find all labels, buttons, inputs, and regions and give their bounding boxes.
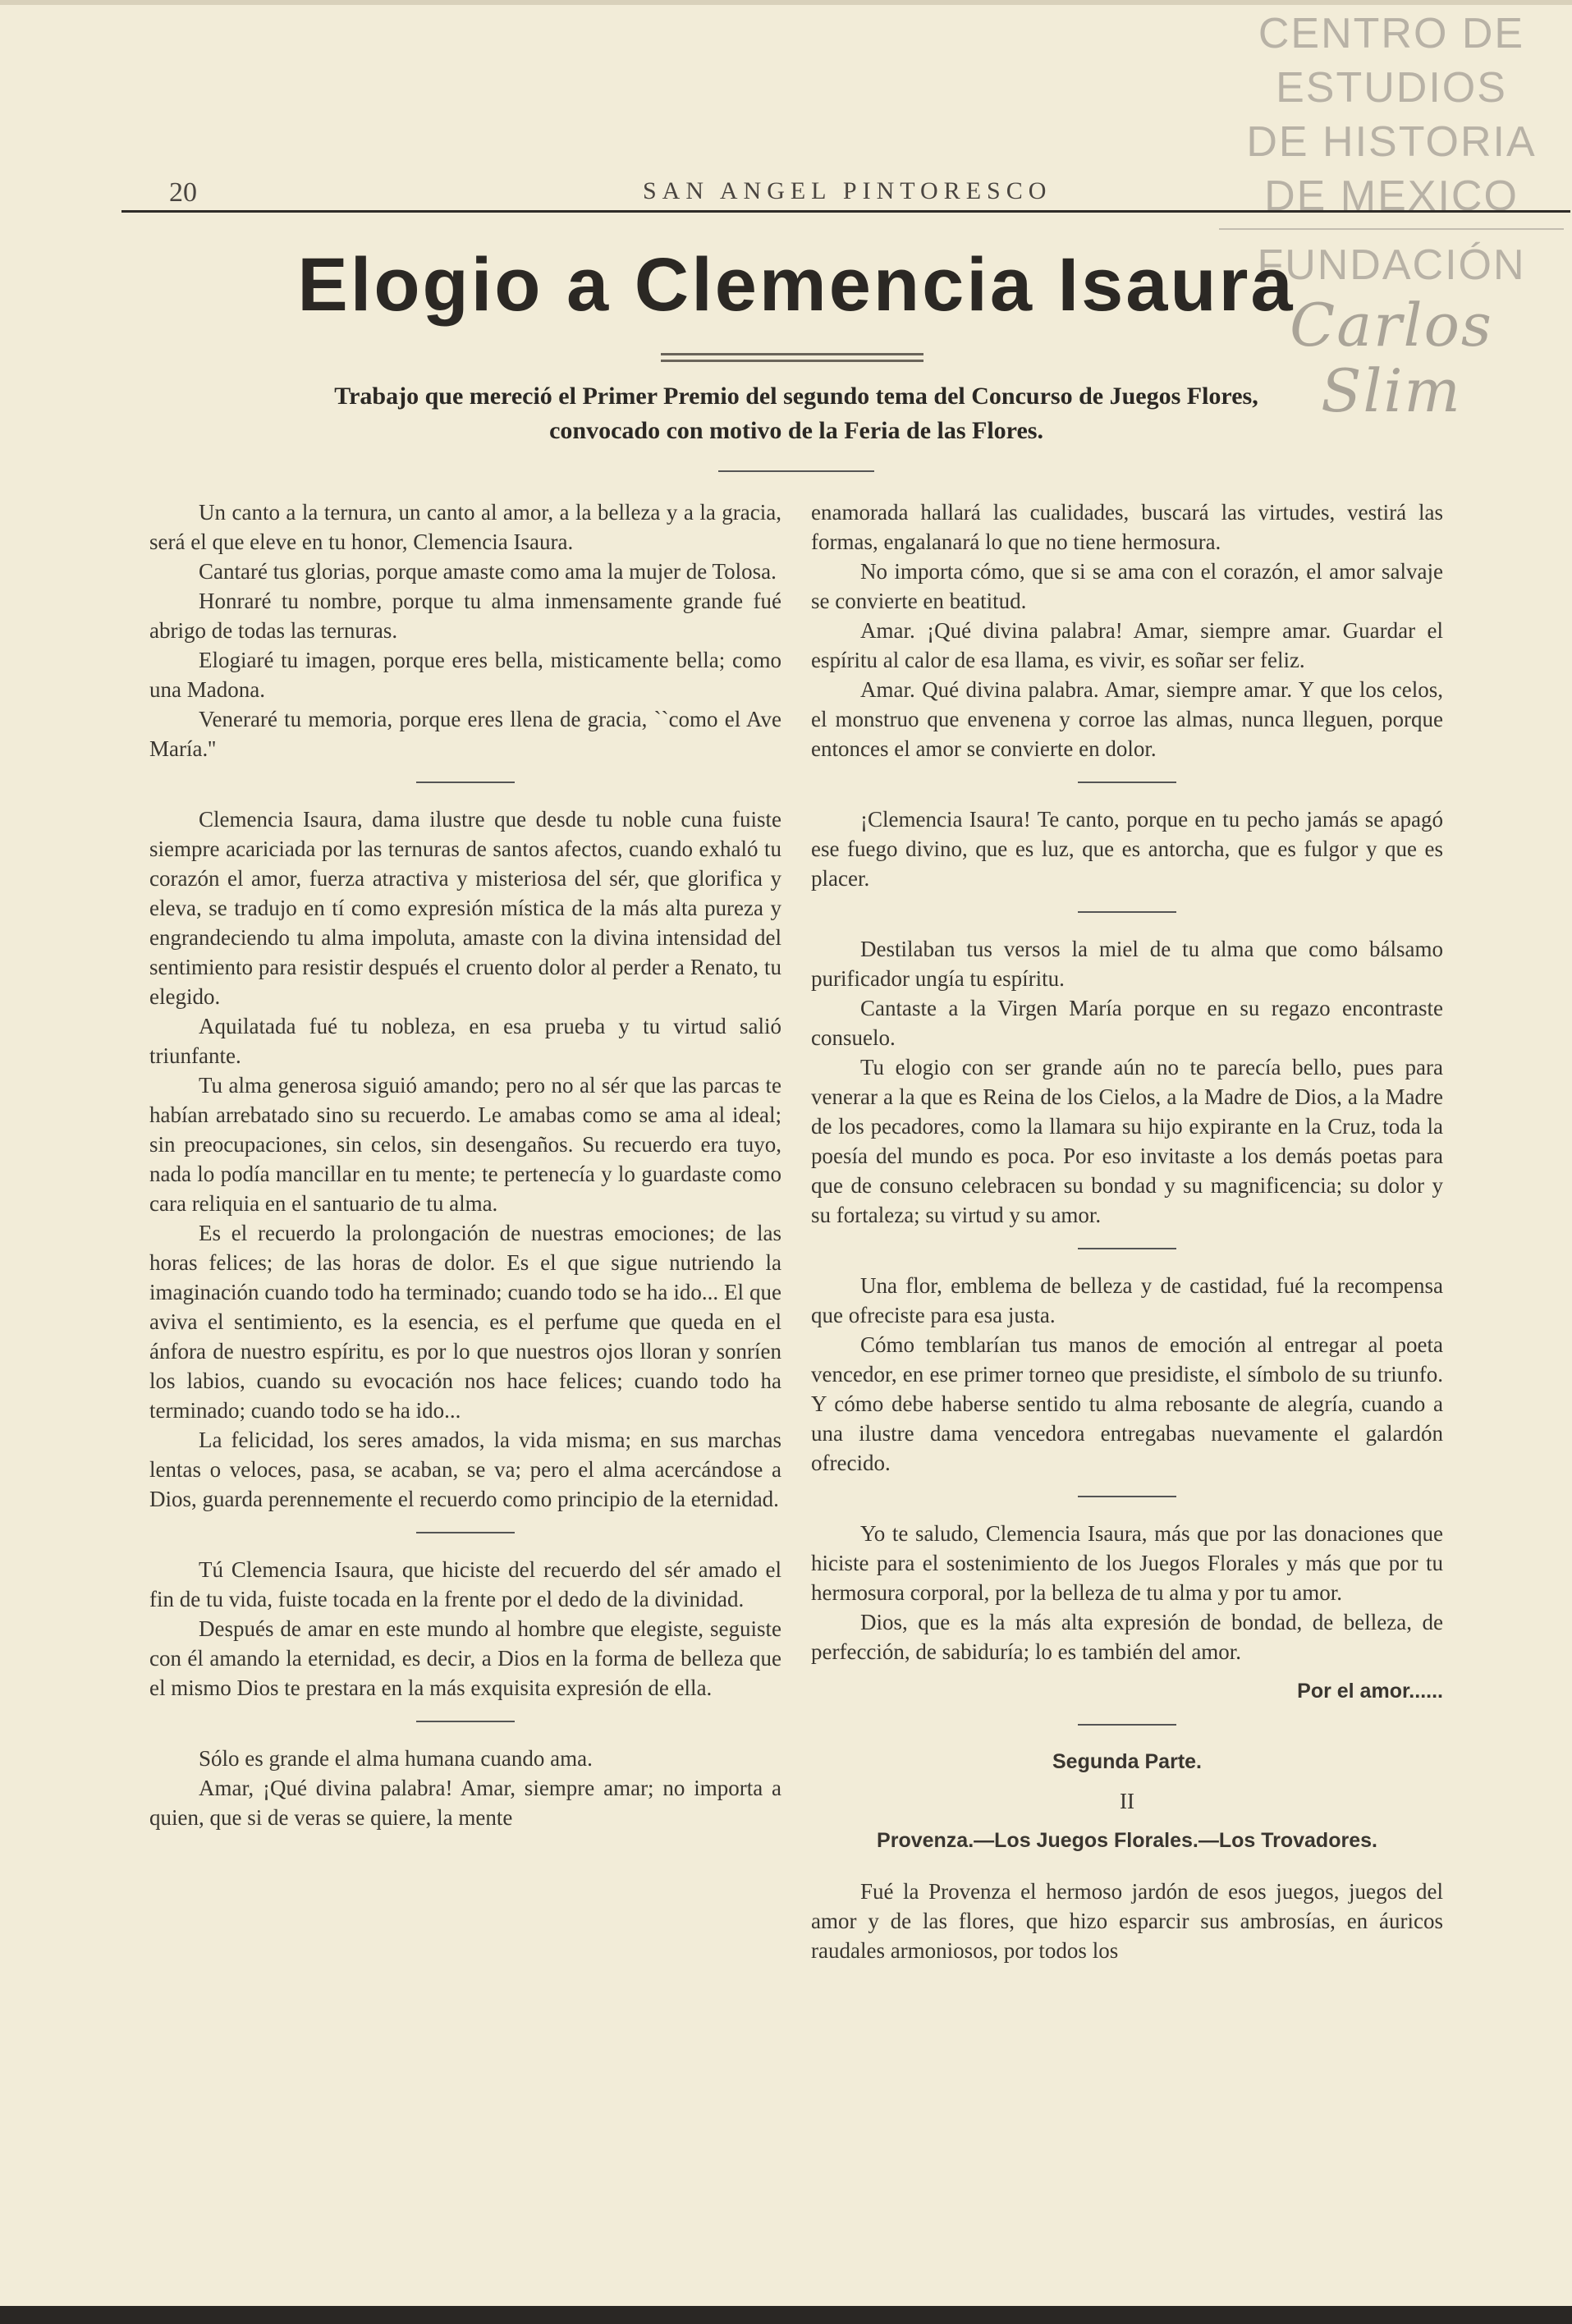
journal-title: SAN ANGEL PINTORESCO bbox=[643, 177, 1052, 204]
paragraph: Amar, ¡Qué divina palabra! Amar, siempre amar; no importa a quien, que si de veras se quiere, la mente bbox=[149, 1776, 781, 1830]
title-rule bbox=[661, 353, 923, 355]
paragraph: Honraré tu nombre, porque tu alma inmensamente grande fué abrigo de todas las ternuras. bbox=[149, 589, 781, 643]
paragraph: Yo te saludo, Clemencia Isaura, más que por las donaciones que hiciste para el sostenimiento de los Juegos Florales y más que por tu hermosura corporal, por la belleza de tu alma y por tu amor. bbox=[811, 1521, 1443, 1605]
section-separator bbox=[1078, 782, 1176, 783]
watermark-line: FUNDACIÓN bbox=[1257, 241, 1526, 289]
section-separator bbox=[1078, 911, 1176, 913]
page-edge bbox=[0, 0, 1572, 5]
paragraph: No importa cómo, que si se ama con el corazón, el amor salvaje se convierte en beatitud. bbox=[811, 559, 1443, 613]
archive-watermark bbox=[1219, 7, 1564, 424]
paragraph: Fué la Provenza el hermoso jardón de esos juegos, juegos del amor y de las flores, que hizo esparcir sus ambrosías, en áuricos raudales armoniosos, por todos los bbox=[811, 1879, 1443, 1963]
left-column bbox=[149, 497, 781, 1832]
section-separator bbox=[416, 1532, 515, 1533]
paragraph: La felicidad, los seres amados, la vida misma; en sus marchas lentas o veloces, pasa, se acaban, se va; pero el alma acercándose a Dios, guarda perennemente el recuerdo como principio de la eternidad. bbox=[149, 1428, 781, 1511]
watermark-line: DE HISTORIA bbox=[1246, 118, 1537, 166]
paragraph: Sólo es grande el alma humana cuando ama. bbox=[199, 1746, 593, 1771]
paragraph: Es el recuerdo la prolongación de nuestras emociones; de las horas felices; de las horas de dolor. Es el que sigue nutriendo la imaginación cuando todo ha terminado; cuando todo se ha ido... El que aviva el sentimiento, es la esencia, es el perfume que queda en el ánfora de nuestro espíritu, es por lo que nuestros ojos lloran y sonríen los labios, cuando su evocación nos hace felices; cuando todo ha terminado; cuando todo se ha ido... bbox=[149, 1221, 781, 1423]
signoff: Por el amor...... bbox=[1297, 1680, 1443, 1703]
paragraph: Después de amar en este mundo al hombre que elegiste, seguiste con él amando la eternidad, es decir, a Dios en la forma de belleza que el mismo Dios te prestara en la más exquisita expresión de ella. bbox=[149, 1616, 781, 1700]
paragraph: Amar. ¡Qué divina palabra! Amar, siempre amar. Guardar el espíritu al calor de esa llama, es vivir, es soñar ser feliz. bbox=[811, 618, 1443, 672]
paragraph: Aquilatada fué tu nobleza, en esa prueba y tu virtud salió triunfante. bbox=[149, 1014, 781, 1068]
paragraph: Clemencia Isaura, dama ilustre que desde tu noble cuna fuiste siempre acariciada por las ternuras de santos afectos, cuando exhaló tu corazón el amor, fuerza atractiva y misteriosa del sér, que glorifica y eleva, se tradujo en tí como expresión mística de la más alta pureza y engrandeciendo tu alma impoluta, amaste con la divina intensidad del sentimiento para resistir después el cruento dolor al perder a Renato, tu elegido. bbox=[149, 807, 781, 1009]
paragraph: ¡Clemencia Isaura! Te canto, porque en tu pecho jamás se apagó ese fuego divino, que es luz, que es antorcha, que es fulgor y que es placer. bbox=[811, 807, 1443, 891]
paragraph: enamorada hallará las cualidades, buscará las virtudes, vestirá las formas, engalanará lo que no tiene hermosura. bbox=[811, 500, 1443, 554]
paragraph: Cómo temblarían tus manos de emoción al entregar al poeta vencedor, en ese primer torneo que presidiste, el símbolo de su triunfo. Y cómo debe haberse sentido tu alma rebosante de alegría, cuando a una ilustre dama vencedora entregabas nuevamente el galardón ofrecido. bbox=[811, 1332, 1443, 1475]
paragraph: Cantaré tus glorias, porque amaste como ama la mujer de Tolosa. bbox=[199, 559, 777, 584]
subtitle-line: Trabajo que mereció el Primer Premio del segundo tema del Concurso de Juegos Flores, bbox=[334, 383, 1258, 410]
subtitle-line: convocado con motivo de la Feria de las Flores. bbox=[549, 417, 1043, 444]
paragraph: Tú Clemencia Isaura, que hiciste del recuerdo del sér amado el fin de tu vida, fuiste tocada en la frente por el dedo de la divinidad. bbox=[149, 1557, 781, 1611]
paragraph: Cantaste a la Virgen María porque en su regazo encontraste consuelo. bbox=[811, 996, 1443, 1050]
watermark-signature: Carlos Slim bbox=[1290, 291, 1493, 425]
paragraph: Amar. Qué divina palabra. Amar, siempre amar. Y que los celos, el monstruo que envenena y corroe las almas, nunca lleguen, porque entonces el amor se convierte en dolor. bbox=[811, 677, 1443, 761]
watermark-divider bbox=[1219, 228, 1564, 230]
watermark-line: ESTUDIOS bbox=[1276, 64, 1507, 112]
paragraph: Veneraré tu memoria, porque eres llena de gracia, ``como el Ave María.'' bbox=[149, 707, 781, 761]
paragraph: Destilaban tus versos la miel de tu alma que como bálsamo purificador ungía tu espíritu. bbox=[811, 937, 1443, 991]
section-heading: Provenza.—Los Juegos Florales.—Los Trovadores. bbox=[877, 1829, 1377, 1852]
part-number: II bbox=[1120, 1789, 1134, 1813]
watermark-line: CENTRO DE bbox=[1258, 10, 1525, 57]
paragraph: Un canto a la ternura, un canto al amor, a la belleza y a la gracia, será el que eleve en tu honor, Clemencia Isaura. bbox=[149, 500, 781, 554]
page-number: 20 bbox=[169, 177, 197, 208]
article-subtitle bbox=[140, 379, 1453, 448]
page-edge bbox=[0, 2306, 1572, 2324]
paragraph: Tu alma generosa siguió amando; pero no al sér que las parcas te habían arrebatado sino su recuerdo. Le amabas como se ama al ideal; sin preocupaciones, sin celos, sin desengaños. Su recuerdo era tuyo, nada lo podía mancillar en tu mente; te pertenecía y lo guardaste como cara reliquia en el santuario de tu alma. bbox=[149, 1073, 781, 1216]
section-separator bbox=[1078, 1496, 1176, 1497]
paragraph: Una flor, emblema de belleza y de castidad, fué la recompensa que ofreciste para esa justa. bbox=[811, 1273, 1443, 1327]
paragraph: Tu elogio con ser grande aún no te parecía bello, pues para venerar a la que es Reina de los Cielos, a la Madre de Dios, a la Madre de los pecadores, como la llamara su hijo expirante en la Cruz, toda la poesía del mundo es poca. Por eso invitaste a los demás poetas para que de consuno celebracen su bondad y su magnificencia; su dolor y su fortaleza; su virtud y su amor. bbox=[811, 1055, 1443, 1227]
section-separator bbox=[416, 1721, 515, 1722]
section-separator bbox=[416, 782, 515, 783]
section-separator bbox=[1078, 1248, 1176, 1249]
title-rule bbox=[661, 360, 923, 362]
part-heading: Segunda Parte. bbox=[1052, 1750, 1202, 1773]
running-header bbox=[121, 172, 1570, 213]
article-title: Elogio a Clemencia Isaura bbox=[297, 243, 1295, 327]
subtitle-rule bbox=[718, 470, 874, 472]
section-separator bbox=[1078, 1724, 1176, 1726]
right-column bbox=[811, 497, 1443, 1965]
paragraph: Dios, que es la más alta expresión de bondad, de belleza, de perfección, de sabiduría; lo es también del amor. bbox=[811, 1610, 1443, 1664]
paragraph: Elogiaré tu imagen, porque eres bella, misticamente bella; como una Madona. bbox=[149, 648, 781, 702]
watermark-line: DE MEXICO bbox=[1264, 172, 1519, 220]
